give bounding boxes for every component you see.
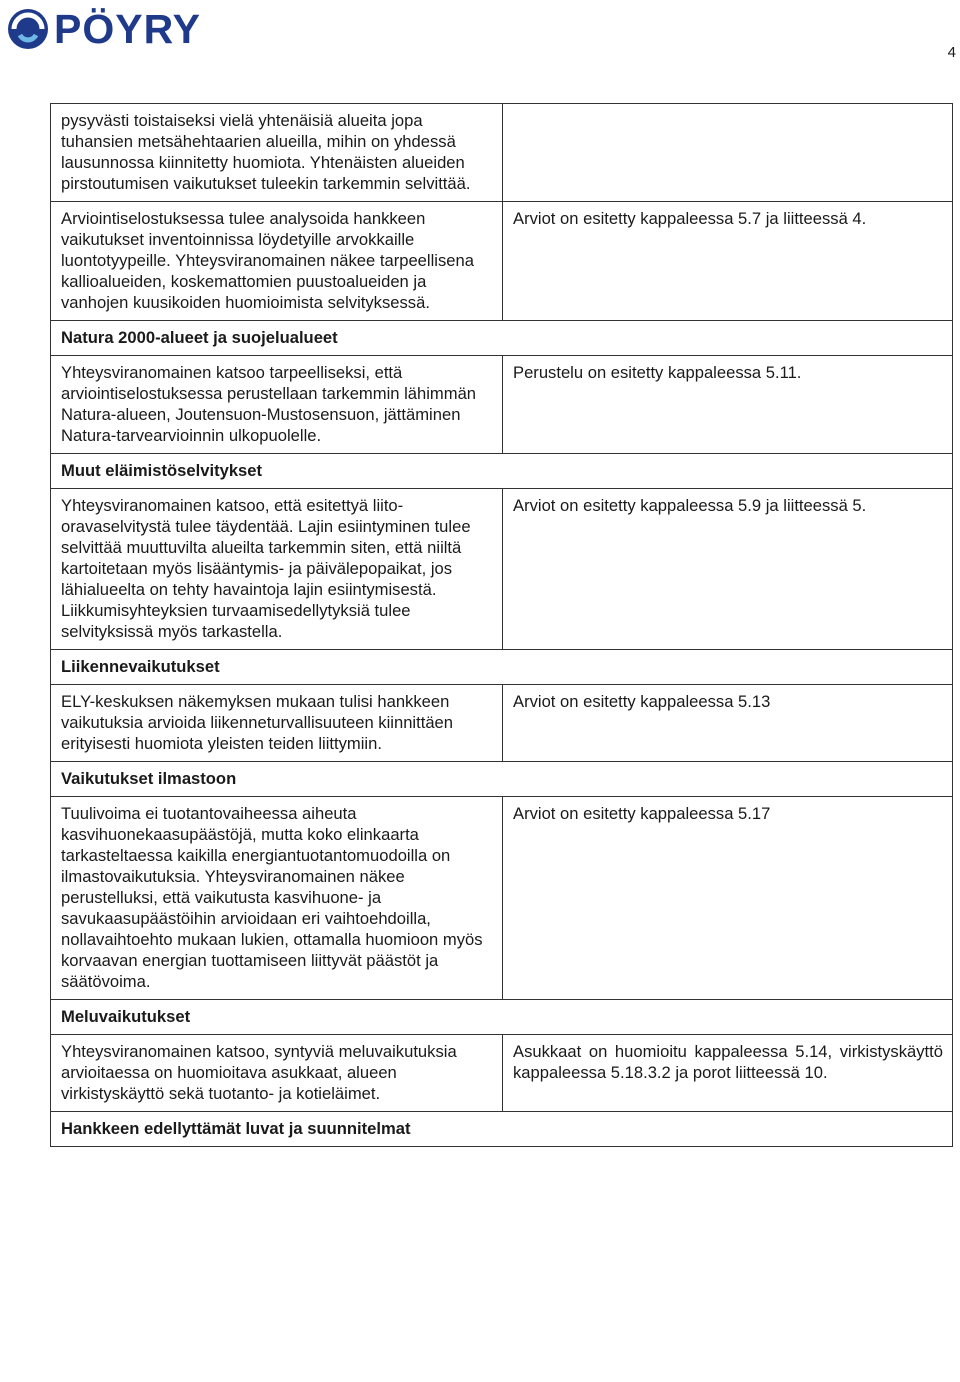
statement-cell: Yhteysviranomainen katsoo, että esitettyä liito-oravaselvitystä tulee täydentää. Lajin esiintyminen tulee selvittää muuttuvilta alueilta tarkemmin siten, että niiltä kartoitetaan myös lisääntymis- ja päivälepopaikat, jos lähialueelta on tehty havaintoja lajin esiintymisestä. Liikkumisyhteyksien turvaamisedellytyksiä tulee selvityksissä myös tarkastella. (51, 489, 503, 650)
table-row (51, 356, 953, 454)
table-row (51, 797, 953, 1000)
section-heading-row (51, 1000, 953, 1035)
response-cell: Arviot on esitetty kappaleessa 5.7 ja liitteessä 4. (503, 202, 953, 321)
section-heading: Meluvaikutukset (51, 1000, 953, 1035)
response-cell (503, 104, 953, 202)
page-header (0, 0, 960, 80)
response-cell: Arviot on esitetty kappaleessa 5.9 ja liitteessä 5. (503, 489, 953, 650)
statement-cell: Yhteysviranomainen katsoo tarpeelliseksi, että arviointiselostuksessa perustellaan tarkemmin lähimmän Natura-alueen, Joutensuon-Mustosensuon, jättäminen Natura-tarvearvioinnin ulkopuolelle. (51, 356, 503, 454)
logo-text: PÖYRY (54, 6, 202, 52)
poyry-logo (6, 6, 201, 52)
response-cell: Arviot on esitetty kappaleessa 5.13 (503, 685, 953, 762)
table-row (51, 104, 953, 202)
statement-table (50, 103, 953, 1147)
statement-cell: pysyvästi toistaiseksi vielä yhtenäisiä alueita jopa tuhansien metsähehtaarien alueilla, mihin on yhdessä lausunnossa kiinnitetty huomiota. Yhtenäisten alueiden pirstoutumisen vaikutukset tuleekin tarkemmin selvittää. (51, 104, 503, 202)
section-heading: Muut eläimistöselvitykset (51, 454, 953, 489)
statement-cell: Yhteysviranomainen katsoo, syntyviä meluvaikutuksia arvioitaessa on huomioitava asukkaat, alueen virkistyskäyttö sekä tuotanto- ja kotieläimet. (51, 1035, 503, 1112)
statement-cell: ELY-keskuksen näkemyksen mukaan tulisi hankkeen vaikutuksia arvioida liikenneturvallisuuteen kiinnittäen erityisesti huomiota yleisten teiden liittymiin. (51, 685, 503, 762)
section-heading-row (51, 650, 953, 685)
page-number: 4 (947, 44, 956, 61)
section-heading: Liikennevaikutukset (51, 650, 953, 685)
poyry-logo-mark-icon (6, 7, 50, 51)
section-heading: Natura 2000-alueet ja suojelualueet (51, 321, 953, 356)
section-heading: Vaikutukset ilmastoon (51, 762, 953, 797)
table-row (51, 489, 953, 650)
statement-cell: Tuulivoima ei tuotantovaiheessa aiheuta kasvihuonekaasupäästöjä, mutta koko elinkaarta tarkasteltaessa kaikilla energiantuotantomuodoilla on ilmastovaikutuksia. Yhteysviranomainen näkee perustelluksi, että vaikutusta kasvihuone- ja savukaasupäästöihin arvioidaan eri vaihtoehdoilla, nollavaihtoehto mukaan lukien, ottamalla huomioon myös korvaavan energian tuottamiseen liittyvät päästöt ja säätövoima. (51, 797, 503, 1000)
response-cell: Arviot on esitetty kappaleessa 5.17 (503, 797, 953, 1000)
section-heading: Hankkeen edellyttämät luvat ja suunnitelmat (51, 1112, 953, 1147)
section-heading-row (51, 1112, 953, 1147)
section-heading-row (51, 321, 953, 356)
table-row (51, 1035, 953, 1112)
section-heading-row (51, 454, 953, 489)
statement-cell: Arviointiselostuksessa tulee analysoida hankkeen vaikutukset inventoinnissa löydetyille arvokkaille luontotyypeille. Yhteysviranomainen näkee tarpeellisena kallioalueiden, koskemattomien puustoalueiden ja vanhojen kuusikoiden huomioimista selvityksessä. (51, 202, 503, 321)
response-cell: Asukkaat on huomioitu kappaleessa 5.14, virkistyskäyttö kappaleessa 5.18.3.2 ja porot liitteessä 10. (503, 1035, 953, 1112)
section-heading-row (51, 762, 953, 797)
table-row (51, 202, 953, 321)
response-cell: Perustelu on esitetty kappaleessa 5.11. (503, 356, 953, 454)
table-row (51, 685, 953, 762)
